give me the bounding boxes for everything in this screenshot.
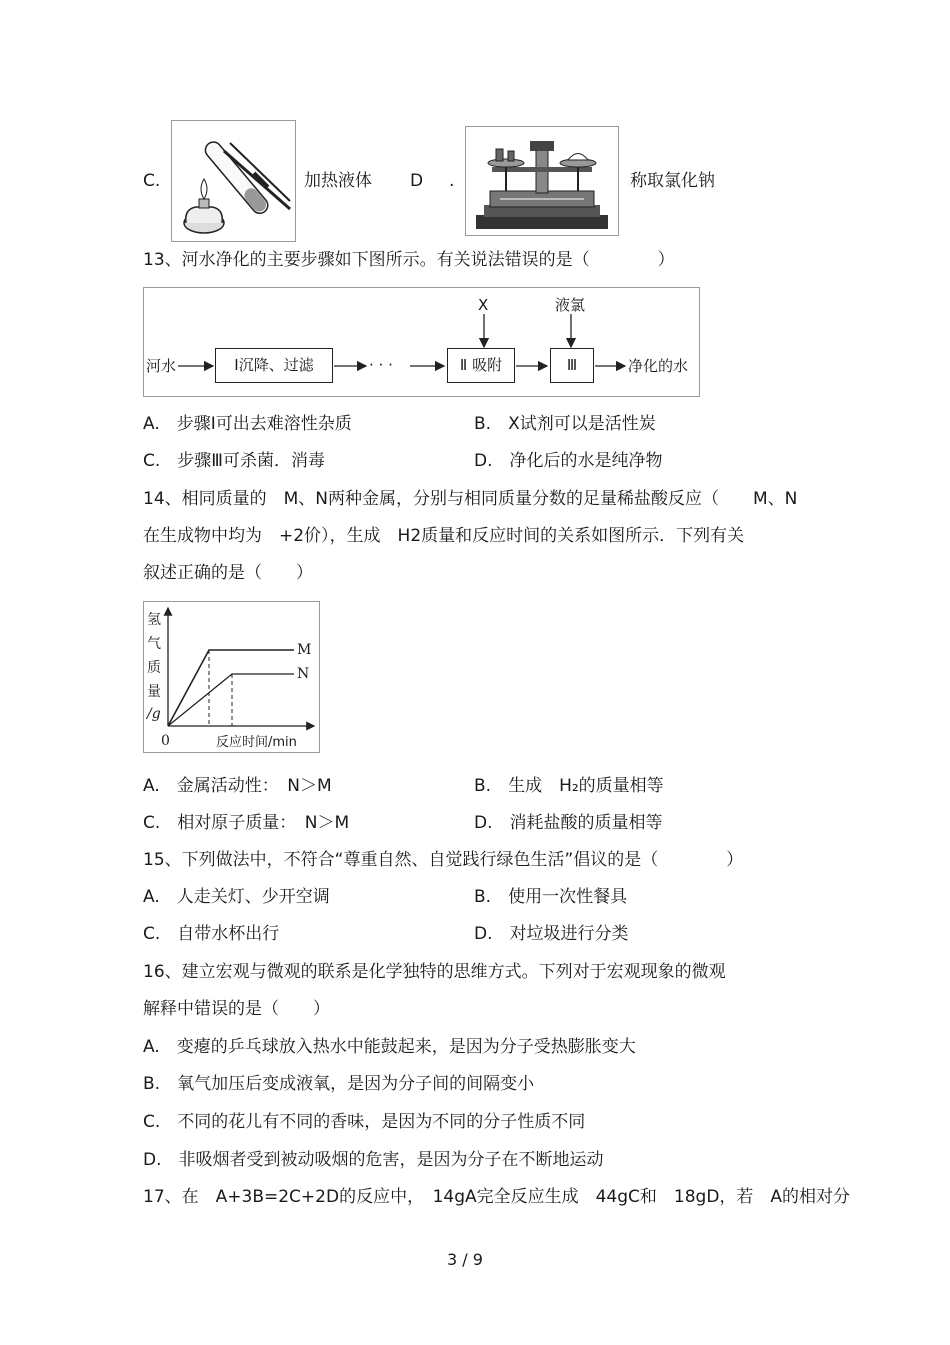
q15-option-d — [474, 923, 629, 945]
graph-origin: 0 — [161, 733, 170, 749]
option-label: D. — [474, 451, 493, 471]
question-14-line-2: 在生成物中均为 +2价），生成 H2质量和反应时间的关系如图所示．下列有关 — [143, 526, 745, 546]
graph-y-label-char: 气 — [147, 636, 161, 652]
q13-option-c — [143, 450, 325, 472]
option-label: A. — [143, 1037, 160, 1057]
q16-option-c — [143, 1111, 585, 1133]
option-label: C. — [143, 813, 161, 833]
option-d-text: 称取氯化钠 — [630, 171, 715, 191]
question-14-line-1: 14、相同质量的 M、N两种金属，分别与相同质量分数的足量稀盐酸反应（ M、N — [143, 489, 798, 509]
page-number: 3 / 9 — [447, 1250, 483, 1269]
q13-option-b — [474, 413, 656, 435]
balance-image — [465, 126, 619, 236]
graph-y-label-char: 氢 — [147, 612, 161, 628]
graph-axes-and-lines — [144, 602, 319, 752]
option-text: 金属活动性： N＞M — [176, 776, 332, 796]
option-c-label: C. — [143, 171, 161, 191]
hydrogen-mass-graph — [143, 601, 320, 753]
option-label: A. — [143, 414, 160, 434]
q15-option-b — [474, 886, 627, 908]
option-text: 生成 H₂的质量相等 — [508, 776, 664, 796]
option-label: B. — [143, 1074, 161, 1094]
question-17-line-1: 17、在 A+3B=2C+2D的反应中， 14gA完全反应生成 44gC和 18gD，若 A的相对分 — [143, 1187, 851, 1207]
flow-step-3: Ⅲ — [550, 348, 594, 383]
question-16-line-2: 解释中错误的是（ ） — [143, 999, 330, 1019]
graph-series-m-label: M — [297, 642, 312, 658]
q14-option-b — [474, 775, 664, 797]
q14-option-c — [143, 812, 349, 834]
q16-option-a — [143, 1036, 636, 1058]
graph-series-n-label: N — [297, 666, 310, 682]
option-text: 使用一次性餐具 — [508, 887, 628, 907]
graph-y-unit: /g — [147, 706, 161, 722]
option-text: 自带水杯出行 — [177, 924, 280, 944]
option-text: 消耗盐酸的质量相等 — [509, 813, 663, 833]
option-d-dot: . — [449, 171, 455, 191]
option-label: D. — [143, 1150, 162, 1170]
q13-option-d — [474, 450, 663, 472]
graph-y-label-char: 量 — [147, 684, 161, 700]
q15-option-c — [143, 923, 279, 945]
option-text: 相对原子质量： N＞M — [177, 813, 350, 833]
q15-option-a — [143, 886, 330, 908]
option-text: 步骤Ⅲ可杀菌．消毒 — [177, 451, 326, 471]
option-c-text: 加热液体 — [304, 171, 372, 191]
q16-option-b — [143, 1073, 534, 1095]
option-d-label: D — [410, 171, 424, 191]
water-purification-flowchart — [143, 287, 700, 397]
option-label: B. — [474, 887, 492, 907]
option-label: D. — [474, 924, 493, 944]
option-text: 步骤Ⅰ可出去难溶性杂质 — [176, 414, 352, 434]
flow-output-purified-water: 净化的水 — [628, 357, 689, 375]
option-text: 净化后的水是纯净物 — [509, 451, 663, 471]
flow-reagent-chlorine: 液氯 — [555, 296, 586, 314]
heating-liquid-image — [171, 120, 296, 242]
q14-option-d — [474, 812, 663, 834]
question-13-stem: 13、河水净化的主要步骤如下图所示。有关说法错误的是（ ） — [143, 250, 675, 270]
option-label: B. — [474, 776, 492, 796]
option-label: B. — [474, 414, 492, 434]
option-text: 非吸烟者受到被动吸烟的危害，是因为分子在不断地运动 — [178, 1150, 604, 1170]
flow-dots: · · · — [369, 356, 393, 374]
flow-step-1: Ⅰ沉降、过滤 — [215, 348, 333, 383]
option-label: A. — [143, 887, 160, 907]
flow-step-2: Ⅱ 吸附 — [447, 348, 515, 383]
option-text: 对垃圾进行分类 — [509, 924, 629, 944]
flow-input-river-water: 河水 — [146, 357, 177, 375]
question-15-stem: 15、下列做法中，不符合“尊重自然、自觉践行绿色生活”倡议的是（ ） — [143, 850, 744, 870]
test-tube-heating-icon — [172, 121, 295, 241]
option-text: X试剂可以是活性炭 — [508, 414, 656, 434]
option-label: D. — [474, 813, 493, 833]
graph-y-label-char: 质 — [147, 660, 161, 676]
flow-reagent-x: X — [478, 296, 489, 314]
option-text: 变瘪的乒乓球放入热水中能鼓起来，是因为分子受热膨胀变大 — [176, 1037, 636, 1057]
q14-option-a — [143, 775, 332, 797]
graph-x-label: 反应时间/min — [216, 735, 297, 750]
option-label: C. — [143, 451, 161, 471]
option-text: 人走关灯、少开空调 — [176, 887, 330, 907]
q13-option-a — [143, 413, 352, 435]
q16-option-d — [143, 1149, 604, 1171]
balance-scale-icon — [466, 127, 618, 235]
question-14-line-3: 叙述正确的是（ ） — [143, 563, 313, 583]
option-label: A. — [143, 776, 160, 796]
option-text: 氧气加压后变成液氧，是因为分子间的间隔变小 — [177, 1074, 535, 1094]
question-16-line-1: 16、建立宏观与微观的联系是化学独特的思维方式。下列对于宏观现象的微观 — [143, 962, 726, 982]
option-text: 不同的花儿有不同的香味，是因为不同的分子性质不同 — [177, 1112, 586, 1132]
option-label: C. — [143, 1112, 161, 1132]
option-label: C. — [143, 924, 161, 944]
